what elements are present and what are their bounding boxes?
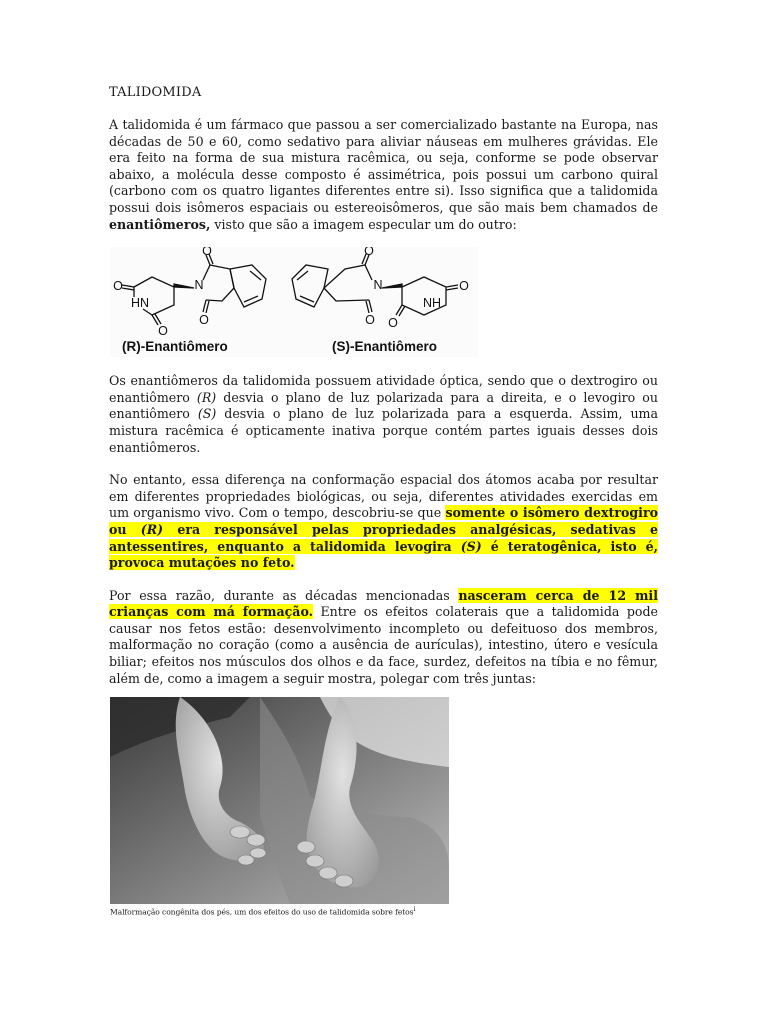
p4-text-b: Entre os efeitos colaterais que a talidomida pode causar nos fetos estão: desenvolvimento incompleto ou defeituoso dos membros, malformação no coração (como a ausência de aurículas), intestino, útero e vesícula biliar; efeitos nos músculos dos olhos e da face, surdez, defeitos na tíbia e no fêmur, além de, como a imagem a seguir mostra, polegar com três juntas: [109,604,659,686]
p2-text-c: desvia o plano de luz polarizada para a esquerda. Assim, uma mistura racêmica é opticamente inativa porque contém partes iguais desses dois enantiômeros. [109,406,659,455]
paragraph-intro-bold: enantiômeros, [109,216,211,232]
r-atom-o-bottom: O [158,324,168,339]
photo-caption [110,905,658,918]
p3-highlight-1: somente o isômero dextrogiro ou [109,505,658,537]
p4-highlight: nasceram cerca de 12 mil crianças com má formação. [109,587,658,620]
p4-text-a: Por essa razão, durante as décadas mencionadas [109,587,459,603]
p3-highlight-3: é teratogênica, isto é, provoca mutações no feto. [109,538,658,571]
paragraph-intro-text: A talidomida é um fármaco que passou a ser comercializado bastante na Europa, nas décadas de 50 e 60, como sedativo para aliviar náuseas em mulheres grávidas. Ele era feito na forma de sua mistura racêmica, ou seja, conforme se pode observar abaixo, a molécula desse composto é assimétrica, pois possui um carbono quiral (carbono com os quatro ligantes diferentes entre si). Isso significa que a talidomida possui dois isômeros espaciais ou estereoisômeros, que são mais bem chamados de [109,117,658,215]
r-atom-hn: HN [130,296,150,311]
s-atom-nh: NH [422,296,442,311]
paragraph-intro [109,117,658,233]
p2-text-b: desvia o plano de luz polarizada para a direita, e o levogiro ou enantiômero [109,389,658,422]
p3-s: (S) [460,538,482,554]
paragraph-side-effects [109,588,658,688]
r-atom-o-top: O [202,247,212,259]
p3-highlight-s [461,539,482,554]
p2-text-a: Os enantiômeros da talidomida possuem atividade óptica, sendo que o dextrogiro ou enantiômero [109,373,658,405]
p3-text: No entanto, essa diferença na conformação espacial dos átomos acaba por resultar em diferentes propriedades biológicas, ou seja, diferentes atividades exercidas em um organismo vivo. Com o tempo, descobriu-se que [109,472,658,521]
photo-caption-footnote-mark: i [413,906,416,914]
s-atom-n: N [373,278,383,293]
p3-highlight-r [141,522,163,537]
photo-caption-text: Malformação congênita dos pés, um dos efeitos do uso de talidomida sobre fetos [110,907,414,917]
p2-r: (R) [196,389,217,405]
s-enantiomer-label: (S)-Enantiômero [332,339,438,355]
r-atom-o-lower: O [199,313,209,328]
paragraph-intro-end: visto que são a imagem especular um do outro: [210,216,517,232]
r-enantiomer-label: (R)-Enantiômero [122,339,228,355]
s-atom-o-top: O [364,247,374,259]
s-atom-o-right: O [459,279,469,294]
document-title: TALIDOMIDA [109,85,202,100]
malformation-photo [110,697,449,904]
document-page [109,85,658,918]
s-atom-o-lower: O [365,313,375,328]
r-atom-n: N [194,278,204,293]
thalidomide-enantiomers-figure [110,247,478,357]
paragraph-biological-properties [109,472,658,572]
p3-r: (R) [140,521,164,537]
p3-highlight-2: era responsável pelas propriedades analgésicas, sedativas e antessentires, enquanto a talidomida levogira [109,521,658,554]
r-atom-o-left: O [113,279,123,294]
s-atom-o-bottom: O [388,316,398,331]
paragraph-optical-activity [109,373,658,456]
p2-s: (S) [197,406,217,422]
